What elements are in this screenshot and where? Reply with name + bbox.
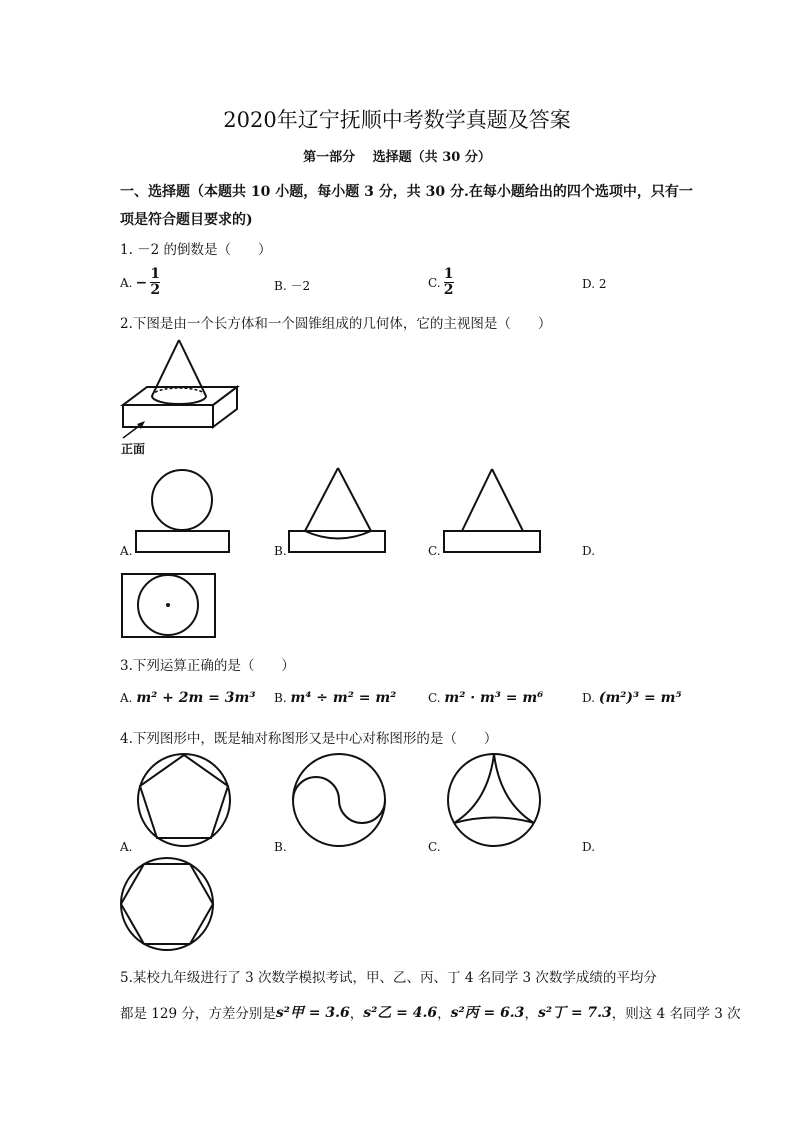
q4-d-hexagon-figure (117, 856, 222, 956)
page-title: 2020年辽宁抚顺中考数学真题及答案 (223, 108, 571, 132)
q4-c-reuleaux-figure (440, 752, 550, 852)
q2-c-figure (440, 462, 550, 557)
q3-d-expression: (m²)³ = m⁵ (598, 690, 682, 706)
q1-a-fraction (150, 267, 160, 298)
q2-b-figure (285, 462, 395, 557)
q2-stem: 2.下图是由一个长方体和一个圆锥组成的几何体，它的主视图是（ ） (120, 316, 552, 332)
q4-option-d[interactable]: D. (582, 840, 596, 854)
q1-option-d[interactable]: D. 2 (582, 277, 607, 291)
q1-c-numerator: 1 (443, 266, 454, 282)
q3-b-expression: m⁴ ÷ m² = m² (290, 690, 397, 706)
q4-stem: 4.下列图形中，既是轴对称图形又是中心对称图形的是（ ） (120, 731, 498, 747)
q3-d-label: D. (582, 691, 596, 705)
q5-line2-end: ，则这 4 名同学 3 次 (611, 1006, 741, 1022)
q3-option-d[interactable] (582, 690, 682, 706)
q3-a-label: A. (120, 691, 133, 705)
q3-c-expression: m² · m³ = m⁶ (444, 690, 544, 706)
q1-option-b[interactable]: B. －2 (274, 279, 311, 293)
q5-variance-ding: s²丁 = 7.3 (537, 1005, 612, 1021)
q5-line1: 5.某校九年级进行了 3 次数学模拟考试，甲、乙、丙、丁 4 名同学 3 次数学成绩的平均分 (120, 970, 657, 986)
front-view-label: 正面 (121, 442, 146, 456)
q1-option-c[interactable] (428, 267, 454, 298)
q4-a-pentagon-figure (130, 752, 240, 852)
section-heading-line1: 一、选择题（本题共 10 小题，每小题 3 分，共 30 分.在每小题给出的四个选项中，只有一 (120, 184, 693, 200)
part-subtitle: 第一部分 选择题（共 30 分） (303, 150, 491, 165)
q3-option-a[interactable] (120, 690, 255, 706)
q5-line2-start: 都是 129 分，方差分别是 (120, 1006, 276, 1022)
q1-stem: 1. －2 的倒数是（ ） (120, 242, 272, 258)
q1-a-label: A. (120, 275, 133, 290)
q1-c-denominator: 2 (443, 282, 454, 298)
q5-sep-1: ， (349, 1006, 364, 1022)
q1-option-a[interactable] (120, 267, 160, 298)
q1-c-fraction (444, 267, 454, 298)
q5-sep-2: ， (437, 1006, 451, 1022)
q3-b-label: B. (274, 691, 287, 705)
q3-c-label: C. (428, 691, 441, 705)
q3-option-b[interactable] (274, 690, 396, 706)
q3-a-expression: m² + 2m = 3m³ (136, 690, 256, 706)
section-heading-line2: 项是符合题目要求的) (120, 212, 253, 228)
q5-sep-3: ， (524, 1006, 538, 1022)
q4-option-b[interactable]: B. (274, 840, 287, 854)
q5-variance-jia: s²甲 = 3.6 (275, 1005, 350, 1021)
q5-variance-yi: s²乙 = 4.6 (363, 1005, 438, 1021)
q2-a-figure (130, 462, 240, 557)
q2-option-c[interactable]: C. (428, 544, 441, 558)
q2-option-a[interactable]: A. (120, 544, 133, 558)
q1-c-label: C. (428, 275, 441, 290)
q5-line2 (120, 1002, 741, 1022)
q4-option-c[interactable]: C. (428, 840, 441, 854)
q5-variance-bing: s²丙 = 6.3 (450, 1005, 525, 1021)
q2-d-figure (120, 572, 220, 642)
q1-a-numerator: 1 (150, 266, 161, 282)
q3-option-c[interactable] (428, 690, 543, 706)
q2-option-d[interactable]: D. (582, 544, 596, 558)
q4-b-yinyang-figure (285, 752, 395, 852)
q2-option-b[interactable]: B. (274, 544, 287, 558)
q3-stem: 3.下列运算正确的是（ ） (120, 658, 295, 674)
q1-a-denominator: 2 (150, 282, 161, 298)
q1-a-sign: − (135, 274, 148, 291)
q4-option-a[interactable]: A. (120, 840, 133, 854)
